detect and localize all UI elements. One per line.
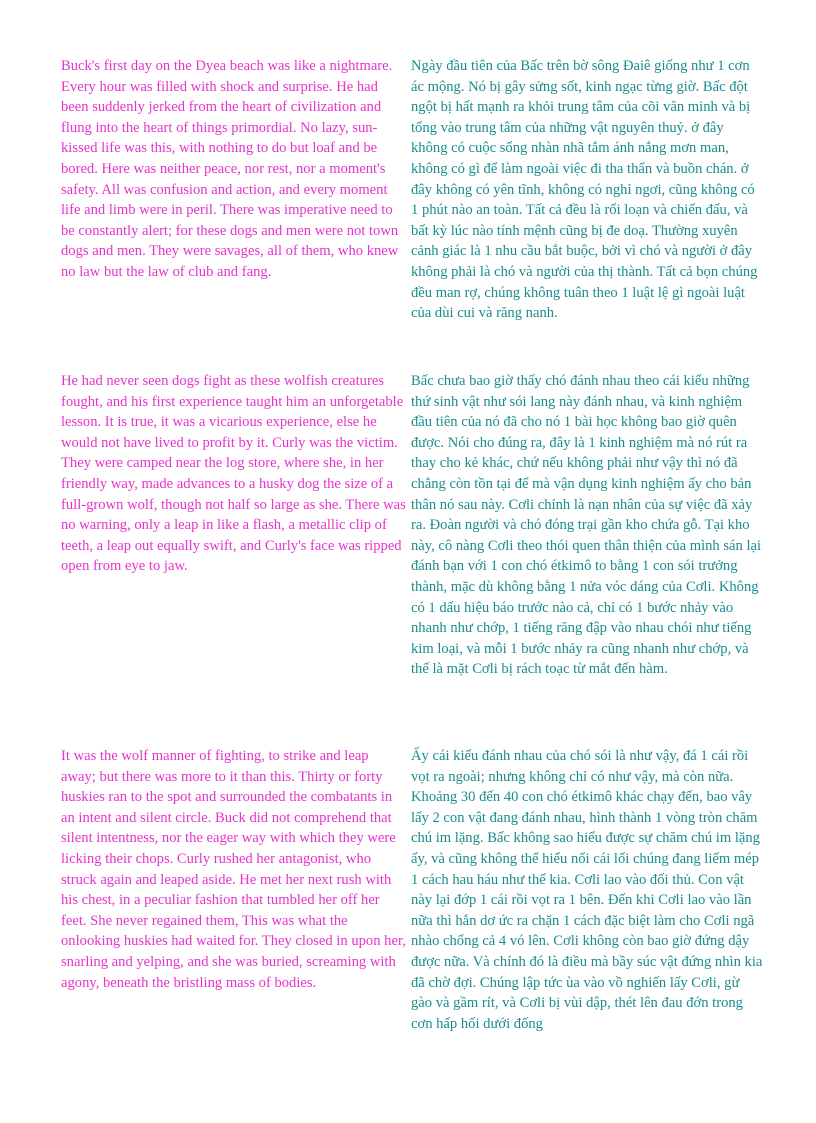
english-paragraph-1: Buck's first day on the Dyea beach was like a nightmare. Every hour was filled with shock and surprise. He had been suddenly jerked from the heart of civilization and flung into the heart of things primordial. No lazy, sun-kissed life was this, with nothing to do but loaf and be bored. Here was neither peace, nor rest, nor a moment's safety. All was confusion and action, and every moment life and limb were in peril. There was imperative need to be constantly alert; for these dogs and men were not town dogs and men. They were savages, all of them, who knew no law but the law of club and fang.	[61, 58, 399, 280]
vietnamese-paragraph-1: Ngày đầu tiên của Bấc trên bờ sông Đaiê giống như 1 cơn ác mộng. Nó bị gây sửng sốt, kinh ngạc từng giờ. Bấc đột ngột bị hất mạnh ra khỏi trung tâm của cõi văn minh và bị tống vào trung tâm của những vật nguyên thuỷ. ở đây không có cuộc sống nhàn nhã tắm ánh nắng mơn man, không có gì để làm ngoài việc đi tha thẩn và buồn chán. ở đây không có yên tĩnh, không có nghỉ ngơi, cũng không có 1 phút nào an toàn. Tất cả đều là rối loạn và chiến đấu, và bất kỳ lúc nào tính mệnh cũng bị đe doạ. Thường xuyên cảnh giác là 1 nhu cầu bắt buộc, bởi vì chó và người ở đây không phải là chó và người của thị thành. Tất cả bọn chúng đều man rợ, chúng không tuân theo 1 luật lệ gì ngoài luật của dùi cui và răng nanh.	[411, 58, 758, 322]
vietnamese-paragraph-3: Ấy cái kiểu đánh nhau của chó sói là như vậy, đá 1 cái rồi vọt ra ngoài; nhưng không chỉ có như vậy, mà còn nữa. Khoảng 30 đến 40 con chó étkimô khác chạy đến, bao vây lấy 2 con vật đang đánh nhau, hình thành 1 vòng tròn chăm chú im lặng. Bấc không sao hiểu được sự chăm chú im lặng ấy, và cũng không thể hiểu nổi cái lối chúng đang liếm mép 1 cách hau háu như thế kia. Cơli lao vào đối thủ. Con vật này lại đớp 1 cái rồi vọt ra 1 bên. Đến khi Cơli lao vào lần nữa thì hắn dơ ức ra chặn 1 cách đặc biệt làm cho Cơli ngã nhào chổng cả 4 vó lên. Cơli không còn bao giờ đứng dậy được nữa. Và chính đó là điều mà bầy súc vật đứng nhìn kia đã chờ đợi. Chúng lập tức ùa vào vồ nghiến lấy Cơli, gừ gào và gầm rít, và Cơli bị vùi dập, thét lên đau đớn trong cơn hấp hối dưới đống	[411, 748, 763, 1032]
english-paragraph-2: He had never seen dogs fight as these wolfish creatures fought, and his first experience taught him an unforgetable lesson. It is true, it was a vicarious experience, else he would not have lived to profit by it. Curly was the victim. They were camped near the log store, where she, in her friendly way, made advances to a husky dog the size of a full-grown wolf, though not half so large as she. There was no warning, only a leap in like a flash, a metallic clip of teeth, a leap out equally swift, and Curly's face was ripped open from eye to jaw.	[61, 373, 406, 575]
vietnamese-paragraph-2: Bấc chưa bao giờ thấy chó đánh nhau theo cái kiểu những thứ sinh vật như sói lang này đánh nhau, và kinh nghiệm đầu tiên của nó đã cho nó 1 bài học không bao giờ quên được. Nói cho đúng ra, đây là 1 kinh nghiệm mà nó rút ra thay cho kẻ khác, chứ nếu không phải như vậy thì nó đã chẳng còn tồn tại để mà vận dụng kinh nghiệm ấy cho bản thân nó sau này. Cơli chính là nạn nhân của sự việc đã xảy ra. Đoàn người và chó đóng trại gần kho chứa gỗ. Tại kho này, cô nàng Cơli theo thói quen thân thiện của mình sán lại đánh bạn với 1 con chó étkimô to bằng 1 con sói trưởng thành, mặc dù không bằng 1 nửa vóc dáng của Cơli. Không có 1 dấu hiệu báo trước nào cả, chỉ có 1 bước nhảy vào nhanh như chớp, 1 tiếng răng đập vào nhau chói như tiếng kim loại, và mỗi 1 bước nhảy ra cũng nhanh như chớp, và thế là mặt Cơli bị rách toạc từ mắt đến hàm.	[411, 373, 762, 678]
english-paragraph-3: It was the wolf manner of fighting, to strike and leap away; but there was more to it than this. Thirty or forty huskies ran to the spot and surrounded the combatants in an intent and silent circle. Buck did not comprehend that silent intentness, nor the eager way with which they were licking their chops. Curly rushed her antagonist, who struck again and leaped aside. He met her next rush with his chest, in a peculiar fashion that tumbled her off her feet. She never regained them, This was what the onlooking huskies had waited for. They closed in upon her, snarling and yelping, and she was buried, screaming with agony, beneath the bristling mass of bodies.	[61, 748, 406, 991]
